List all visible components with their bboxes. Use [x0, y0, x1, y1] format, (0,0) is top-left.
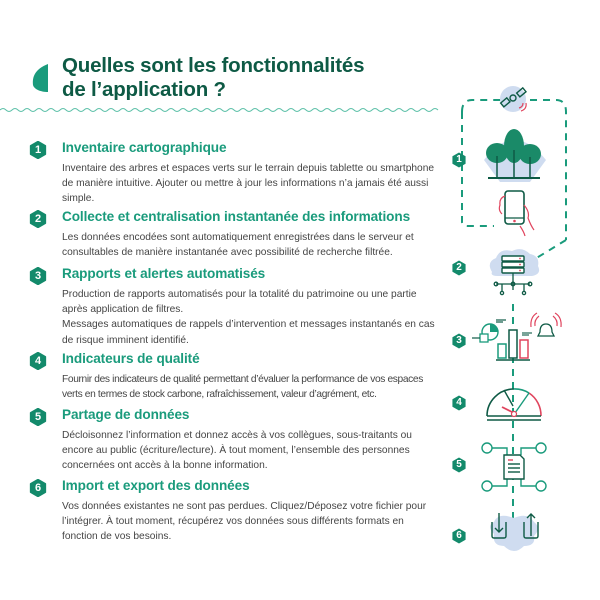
illustration-badge-2 — [451, 260, 467, 276]
number-badge — [29, 141, 47, 159]
illustration-badge-5 — [451, 457, 467, 473]
illustration-badge-3 — [451, 333, 467, 349]
number-badge — [29, 479, 47, 497]
feature-description — [62, 428, 437, 474]
import-export-icon — [490, 513, 538, 551]
number-badge — [29, 352, 47, 370]
feature-description — [62, 230, 437, 260]
page-title — [62, 54, 364, 102]
badge-number: 6 — [456, 530, 462, 541]
illustration-column — [440, 80, 590, 600]
title-line-2: de l’application ? — [62, 78, 226, 101]
illustration-badge-1 — [451, 152, 467, 168]
feature-description — [62, 161, 437, 207]
feature-description — [62, 499, 437, 545]
feature-title: Partage de données — [62, 407, 190, 422]
badge-number: 1 — [34, 144, 42, 156]
phone-hand-icon — [499, 191, 534, 236]
leaf-icon — [31, 63, 50, 93]
description-paragraph: Production de rapports automatisés pour la totalité du patrimoine ou une partie après application de filtres. — [62, 289, 417, 316]
server-cloud-icon — [490, 249, 539, 295]
number-badge — [29, 210, 47, 228]
badge-number: 1 — [456, 154, 462, 165]
feature-title: Inventaire cartographique — [62, 140, 227, 155]
description-paragraph: Inventaire des arbres et espaces verts sur le terrain depuis tablette ou smartphone de manière intuitive. Ajouter ou mettre à jour les informations n’a jamais été aussi simple. — [62, 163, 435, 205]
gauge-icon — [487, 389, 541, 420]
badge-number: 3 — [456, 335, 462, 346]
feature-title: Import et export des données — [62, 478, 250, 493]
number-badge — [29, 408, 47, 426]
badge-number: 6 — [34, 482, 42, 494]
description-paragraph: Les données encodées sont automatiquement enregistrées dans le serveur et consultables de manière instantanée avec possibilité de recherche filtrée. — [62, 232, 414, 259]
description-paragraph: Décloisonnez l’information et donnez accès à vos collègues, sous-traitants ou encore au public (écriture/lecture). À tout moment, l’ensemble des personnes concernées ont accès à la bonne information. — [62, 430, 412, 472]
description-paragraph: Vos données existantes ne sont pas perdues. Cliquez/Déposez votre fichier pour l’intégrer. À tout moment, récupérez vos données sous différents formats en fonction de vos besoins. — [62, 501, 427, 543]
satellite-icon — [500, 86, 526, 112]
feature-title: Rapports et alertes automatisés — [62, 266, 266, 281]
badge-number: 2 — [34, 213, 42, 225]
title-line-1: Quelles sont les fonctionnalités — [62, 54, 365, 77]
badge-number: 4 — [34, 355, 42, 367]
badge-number: 3 — [34, 270, 42, 282]
badge-number: 5 — [456, 459, 462, 470]
illustration-badge-4 — [451, 395, 467, 411]
feature-title: Collecte et centralisation instantanée des informations — [62, 209, 411, 224]
badge-number: 2 — [456, 262, 462, 273]
badge-number: 4 — [456, 397, 462, 408]
feature-description — [62, 372, 437, 402]
trees-icon — [484, 129, 546, 182]
feature-description — [62, 287, 437, 348]
feature-title: Indicateurs de qualité — [62, 351, 200, 366]
description-paragraph: Messages automatiques de rappels d’intervention et messages instantanés en cas de risque imminent identifié. — [62, 319, 435, 346]
description-paragraph: Fournir des indicateurs de qualité permettant d’évaluer la performance de vos espaces verts en termes de stock carbone, rafraîchissement, valeur d’agrément, etc. — [62, 374, 423, 401]
illustration-badge-6 — [451, 528, 467, 544]
report-alert-icon — [472, 313, 561, 360]
wavy-divider — [0, 106, 440, 114]
number-badge — [29, 267, 47, 285]
badge-number: 5 — [34, 411, 42, 423]
